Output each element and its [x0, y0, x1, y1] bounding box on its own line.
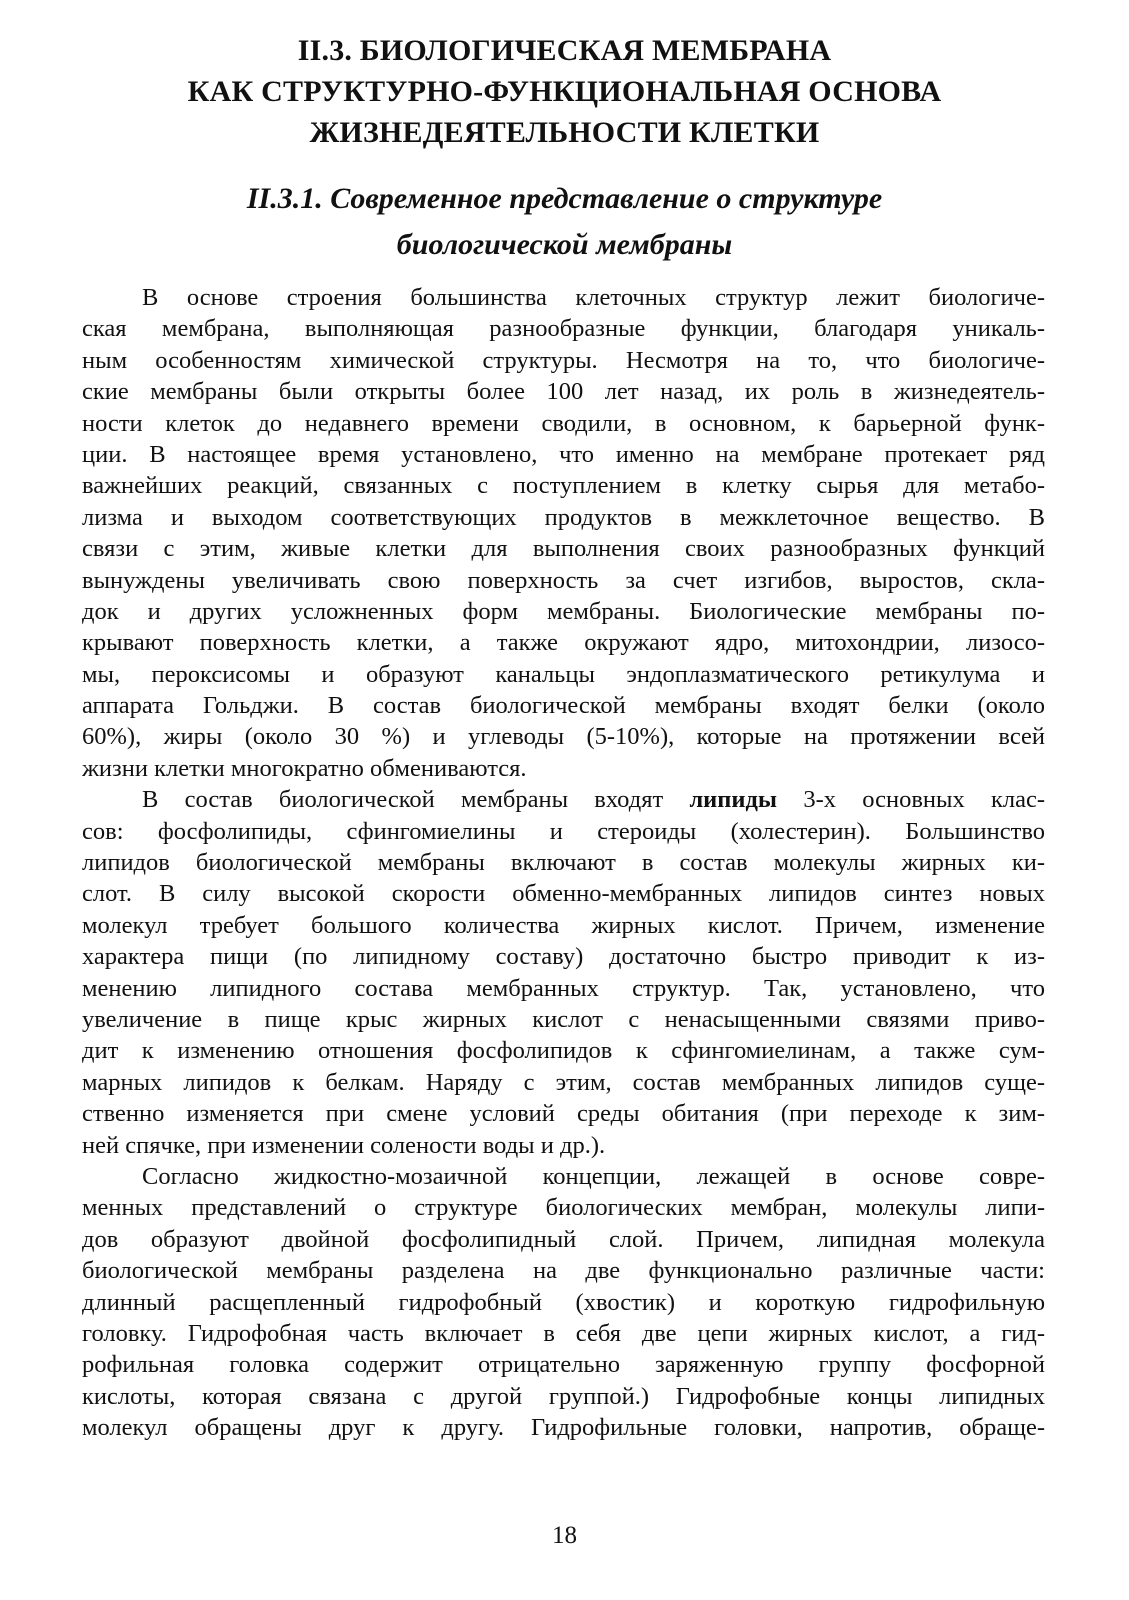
- text-line: рофильная головка содержит отрицательно заряженную группу фосфорной: [82, 1351, 1045, 1379]
- text-line: [82, 784, 1045, 815]
- text-line: слот. В силу высокой скорости обменно-мембранных липидов синтез новых: [82, 880, 1045, 908]
- text-line: молекул обращены друг к другу. Гидрофильные головки, напротив, обраще-: [82, 1414, 1045, 1442]
- text-line: мы, пероксисомы и образуют канальцы эндоплазматического ретикулума и: [82, 660, 1045, 688]
- section-title-line: II.3.1. Современное представление о структуре: [246, 182, 883, 215]
- text-line: ным особенностям химической структуры. Несмотря на то, что биологиче-: [82, 346, 1045, 374]
- text-line: связи с этим, живые клетки для выполнения своих разнообразных функций: [82, 535, 1045, 563]
- text-line: головку. Гидрофобная часть включает в себя две цепи жирных кислот, а гид-: [82, 1319, 1045, 1347]
- paragraph-3: [82, 1161, 1045, 1444]
- chapter-title-line: II.3. БИОЛОГИЧЕСКАЯ МЕМБРАНА: [297, 34, 832, 67]
- text-line: липидов биологической мембраны включают в состав молекулы жирных ки-: [82, 849, 1045, 877]
- text-line: док и других усложненных форм мембраны. Биологические мембраны по-: [82, 597, 1045, 625]
- bold-term: липиды: [689, 786, 778, 814]
- chapter-title-line: КАК СТРУКТУРНО-ФУНКЦИОНАЛЬНАЯ ОСНОВА: [187, 75, 942, 108]
- text-line: характера пищи (по липидному составу) достаточно быстро приводит к из-: [82, 943, 1045, 971]
- text-line: аппарата Гольджи. В состав биологической мембраны входят белки (около: [82, 692, 1045, 720]
- text-line: менению липидного состава мембранных структур. Так, установлено, что: [82, 974, 1045, 1002]
- text-line: 60%), жиры (около 30 %) и углеводы (5-10%), которые на протяжении всей: [82, 723, 1045, 751]
- text-line: жизни клетки многократно обмениваются.: [82, 754, 527, 782]
- text-line: ственно изменяется при смене условий среды обитания (при переходе к зим-: [82, 1100, 1045, 1128]
- text-fragment: В состав биологической мембраны входят: [142, 786, 690, 814]
- text-line: ности клеток до недавнего времени сводили, в основном, к барьерной функ-: [82, 409, 1045, 437]
- paragraph-1: [82, 282, 1045, 784]
- text-fragment: 3-х основных клас-: [777, 786, 1045, 814]
- text-line: менных представлений о структуре биологических мембран, молекулы липи-: [82, 1194, 1045, 1222]
- text-line: биологической мембраны разделена на две функционально различные части:: [82, 1257, 1045, 1285]
- text-line: В основе строения большинства клеточных структур лежит биологиче-: [142, 284, 1045, 311]
- text-line: дов образуют двойной фосфолипидный слой. Причем, липидная молекула: [82, 1225, 1045, 1253]
- text-line: ские мембраны были открыты более 100 лет назад, их роль в жизнедеятель-: [82, 378, 1045, 406]
- text-line: важнейших реакций, связанных с поступлением в клетку сырья для метабо-: [82, 472, 1045, 500]
- chapter-title-line: ЖИЗНЕДЕЯТЕЛЬНОСТИ КЛЕТКИ: [309, 116, 820, 149]
- text-line: ней спячке, при изменении солености воды и др.).: [82, 1131, 606, 1159]
- text-line: марных липидов к белкам. Наряду с этим, состав мембранных липидов суще-: [82, 1068, 1045, 1096]
- paragraph-2: [82, 784, 1045, 1161]
- page-number: 18: [552, 1522, 577, 1549]
- text-line: ции. В настоящее время установлено, что именно на мембране протекает ряд: [82, 440, 1045, 468]
- section-title: [0, 176, 1129, 268]
- text-line: сов: фосфолипиды, сфингомиелины и стероиды (холестерин). Большинство: [82, 817, 1045, 845]
- text-line: длинный расщепленный гидрофобный (хвостик) и короткую гидрофильную: [82, 1288, 1045, 1316]
- body-text: [82, 282, 1045, 1443]
- text-line: кислоты, которая связана с другой группой.) Гидрофобные концы липидных: [82, 1382, 1045, 1410]
- text-line: лизма и выходом соответствующих продуктов в межклеточное вещество. В: [82, 503, 1045, 531]
- text-line: молекул требует большого количества жирных кислот. Причем, изменение: [82, 911, 1045, 939]
- text-line: вынуждены увеличивать свою поверхность за счет изгибов, выростов, скла-: [82, 566, 1045, 594]
- section-title-line: биологической мембраны: [396, 228, 733, 261]
- text-line: увеличение в пище крыс жирных кислот с ненасыщенными связями приво-: [82, 1005, 1045, 1033]
- text-line: крывают поверхность клетки, а также окружают ядро, митохондрии, лизосо-: [82, 629, 1045, 657]
- text-line: дит к изменению отношения фосфолипидов к сфингомиелинам, а также сум-: [82, 1037, 1045, 1065]
- text-line: Согласно жидкостно-мозаичной концепции, лежащей в основе совре-: [142, 1162, 1045, 1190]
- text-line: ская мембрана, выполняющая разнообразные функции, благодаря уникаль-: [82, 315, 1045, 343]
- chapter-title: [0, 30, 1129, 153]
